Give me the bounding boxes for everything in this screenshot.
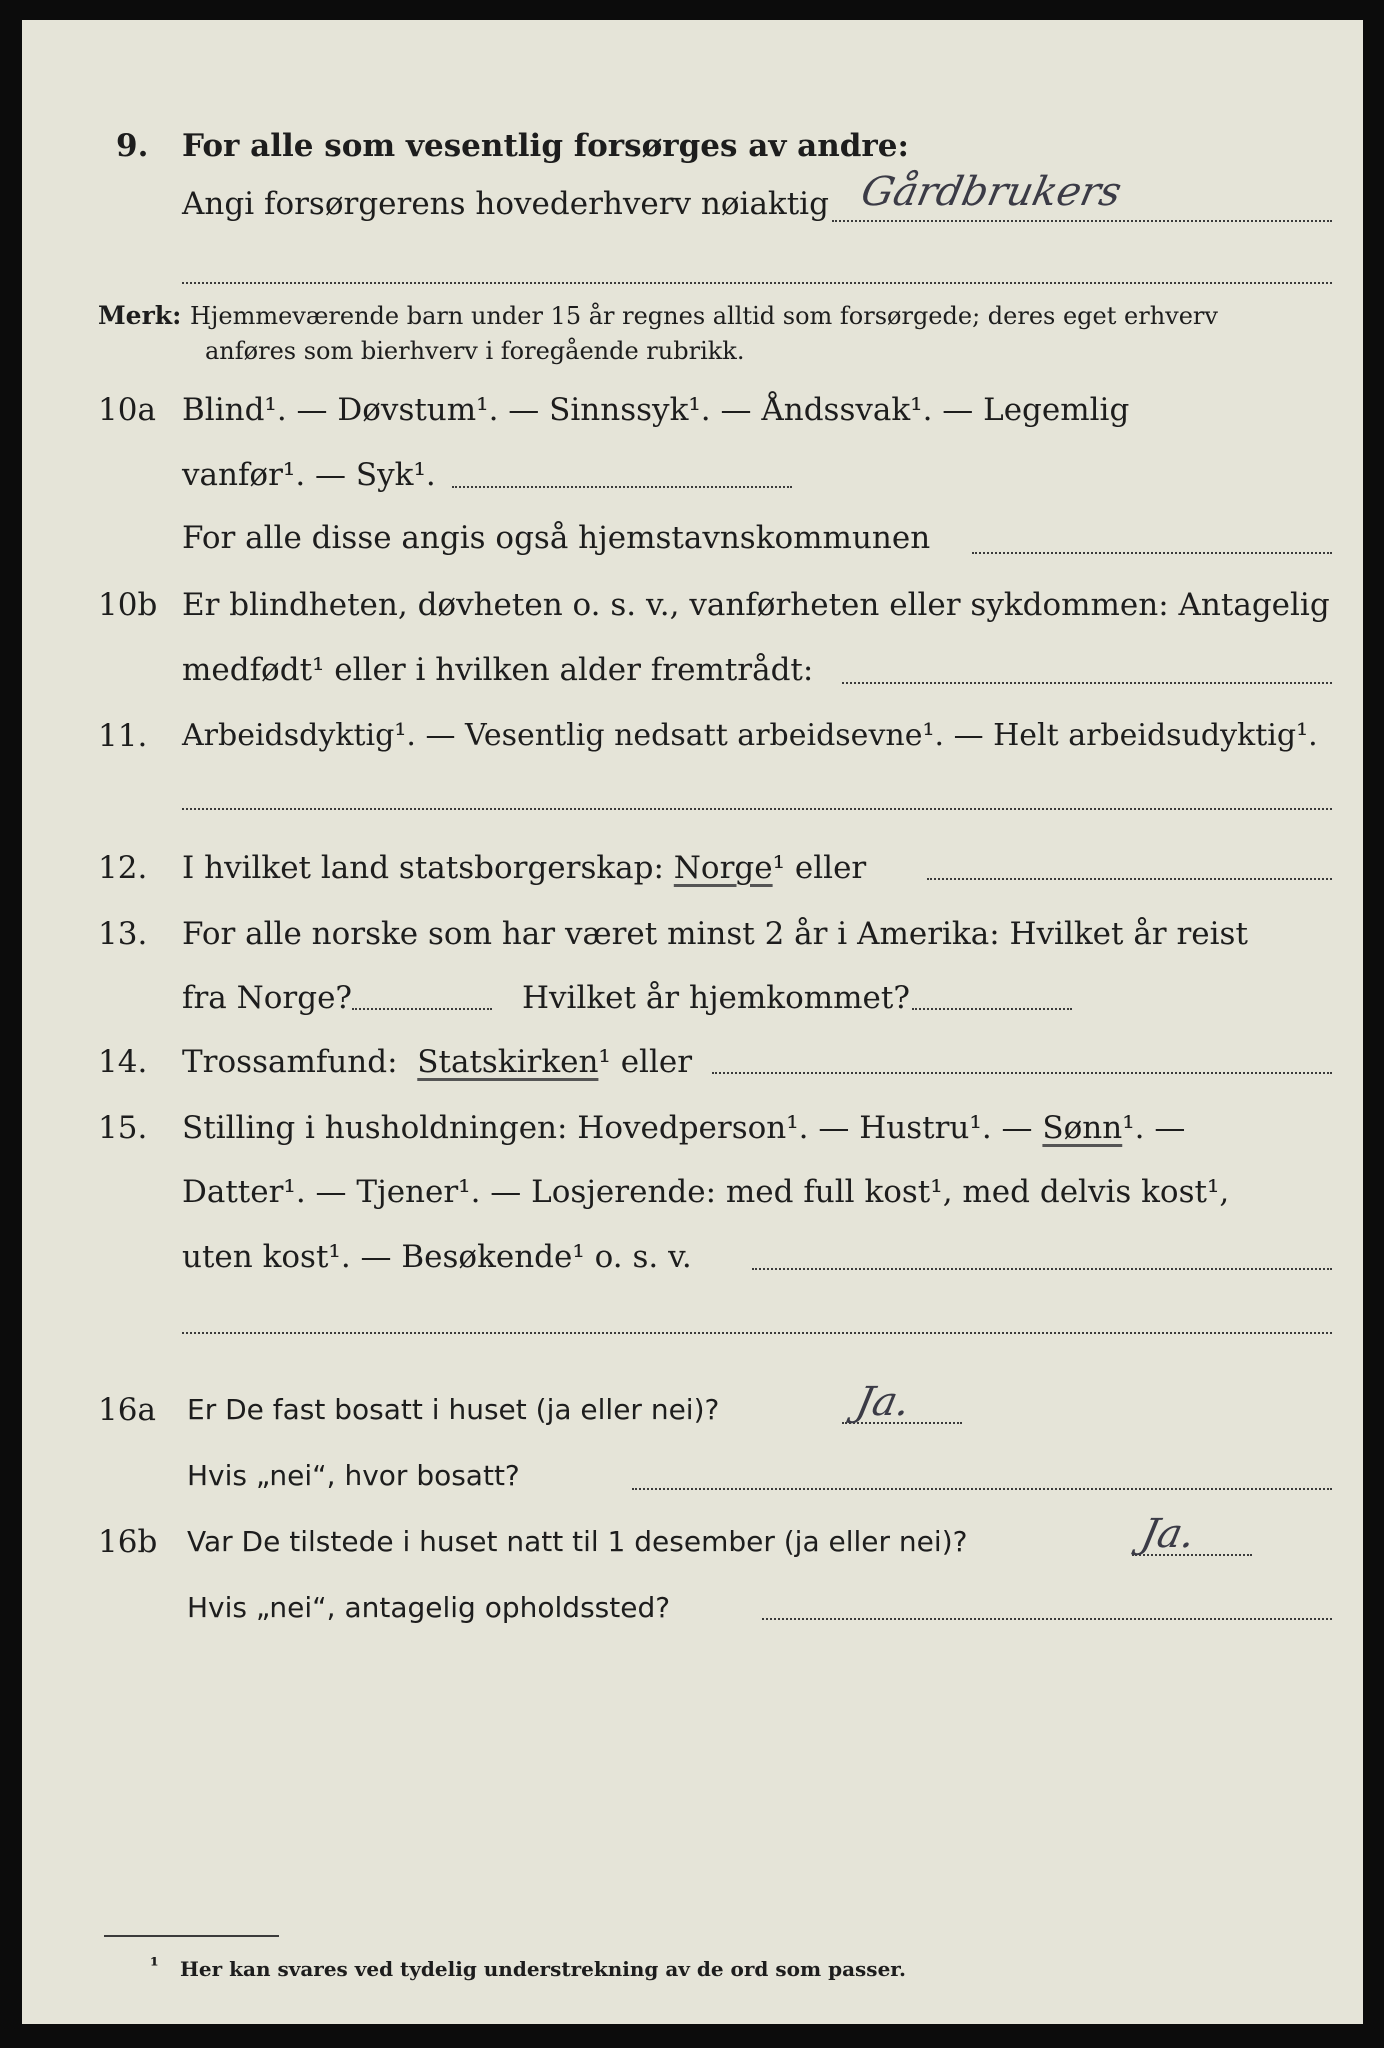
footnote-rule <box>104 1935 279 1937</box>
q12-prefix: I hvilket land statsborgerskap: <box>182 850 664 886</box>
q14-selected-statskirken[interactable]: Statskirken <box>417 1044 599 1080</box>
q12-other-country-line[interactable] <box>927 878 1332 880</box>
q14-line <box>182 1042 692 1082</box>
q10b-line-1: Er blindheten, døvheten o. s. v., vanførheten eller sykdommen: Antagelig <box>182 587 1330 623</box>
q15-line-1-end: ¹. — <box>1122 1110 1186 1146</box>
q11-line-1: Arbeidsdyktig¹. — Vesentlig nedsatt arbeidsevne¹. — Helt arbeidsudyktig¹. <box>182 718 1318 753</box>
q16a-line-1: Er De fast bosatt i huset (ja eller nei)? <box>187 1393 720 1426</box>
q10b-number: 10b <box>98 587 158 623</box>
q11-answer-line[interactable] <box>182 808 1332 810</box>
q15-selected-sonn[interactable]: Sønn <box>1042 1110 1123 1146</box>
q10a-number: 10a <box>98 392 156 428</box>
footnote-text: Her kan svares ved tydelig understrekning av de ord som passer. <box>180 1957 906 1981</box>
q16a-number: 16a <box>98 1392 156 1428</box>
merk-line-1: Hjemmeværende barn under 15 år regnes alltid som forsørgede; deres eget erhverv <box>190 302 1218 330</box>
census-form-page <box>22 20 1363 2024</box>
q9-extra-line[interactable] <box>182 282 1332 284</box>
q9-number: 9. <box>116 128 149 164</box>
q16a-residence-line[interactable] <box>632 1488 1332 1490</box>
q14-other-faith-line[interactable] <box>712 1072 1332 1074</box>
q9-handwritten-answer: Gårdbrukers <box>857 169 1126 215</box>
q13-departure-label: fra Norge? <box>182 980 353 1016</box>
q10a-line-2: vanfør¹. — Syk¹. <box>182 457 436 493</box>
q13-number: 13. <box>98 916 148 952</box>
q10b-age-answer-line[interactable] <box>842 682 1332 684</box>
q15-answer-line[interactable] <box>752 1268 1332 1270</box>
q15-line-2: Datter¹. — Tjener¹. — Losjerende: med full kost¹, med delvis kost¹, <box>182 1174 1230 1210</box>
q13-departure-year-line[interactable] <box>352 1008 492 1010</box>
q9-answer-line[interactable] <box>832 220 1332 222</box>
q16b-line-2: Hvis „nei“, antagelig opholdssted? <box>187 1591 671 1624</box>
q10a-line-1: Blind¹. — Døvstum¹. — Sinnssyk¹. — Åndssvak¹. — Legemlig <box>182 392 1130 428</box>
merk-label: Merk: <box>98 301 182 330</box>
q15-extra-line[interactable] <box>182 1332 1332 1334</box>
q14-suffix: ¹ eller <box>598 1044 693 1080</box>
q16a-line-2: Hvis „nei“, hvor bosatt? <box>187 1459 520 1492</box>
q10a-sick-answer-line[interactable] <box>452 486 792 488</box>
q12-line <box>182 848 866 888</box>
q13-return-year-line[interactable] <box>912 1008 1072 1010</box>
q12-selected-norge[interactable]: Norge <box>673 850 773 886</box>
q9-occupation-label: Angi forsørgerens hovederhverv nøiaktig <box>182 186 829 222</box>
q10a-home-municipality-line[interactable] <box>972 552 1332 554</box>
q12-number: 12. <box>98 850 148 886</box>
q15-line-1 <box>182 1108 1185 1148</box>
q15-number: 15. <box>98 1110 148 1146</box>
q15-line-3: uten kost¹. — Besøkende¹ o. s. v. <box>182 1239 692 1275</box>
q16b-number: 16b <box>98 1524 158 1560</box>
footnote-mark: ¹ <box>150 1953 159 1977</box>
q13-return-label: Hvilket år hjemkommet? <box>522 980 910 1016</box>
q10a-line-3: For alle disse angis også hjemstavnskommunen <box>182 520 931 556</box>
q14-number: 14. <box>98 1044 148 1080</box>
q11-number: 11. <box>98 718 148 754</box>
q13-line-1: For alle norske som har været minst 2 år i Amerika: Hvilket år reist <box>182 916 1248 952</box>
merk-line-2: anføres som bierhverv i foregående rubrikk. <box>205 337 745 365</box>
q16a-handwritten-answer: Ja. <box>852 1379 915 1425</box>
q16b-location-line[interactable] <box>762 1618 1332 1620</box>
q12-suffix: ¹ eller <box>772 850 867 886</box>
q10b-line-2: medfødt¹ eller i hvilken alder fremtrådt: <box>182 652 814 688</box>
q15-line-1-text: Stilling i husholdningen: Hovedperson¹. — Hustru¹. — <box>182 1110 1033 1146</box>
q16b-line-1: Var De tilstede i huset natt til 1 desember (ja eller nei)? <box>187 1525 968 1558</box>
q14-prefix: Trossamfund: <box>182 1044 398 1080</box>
q9-heading: For alle som vesentlig forsørges av andre: <box>182 128 909 164</box>
q16b-handwritten-answer: Ja. <box>1137 1511 1200 1557</box>
